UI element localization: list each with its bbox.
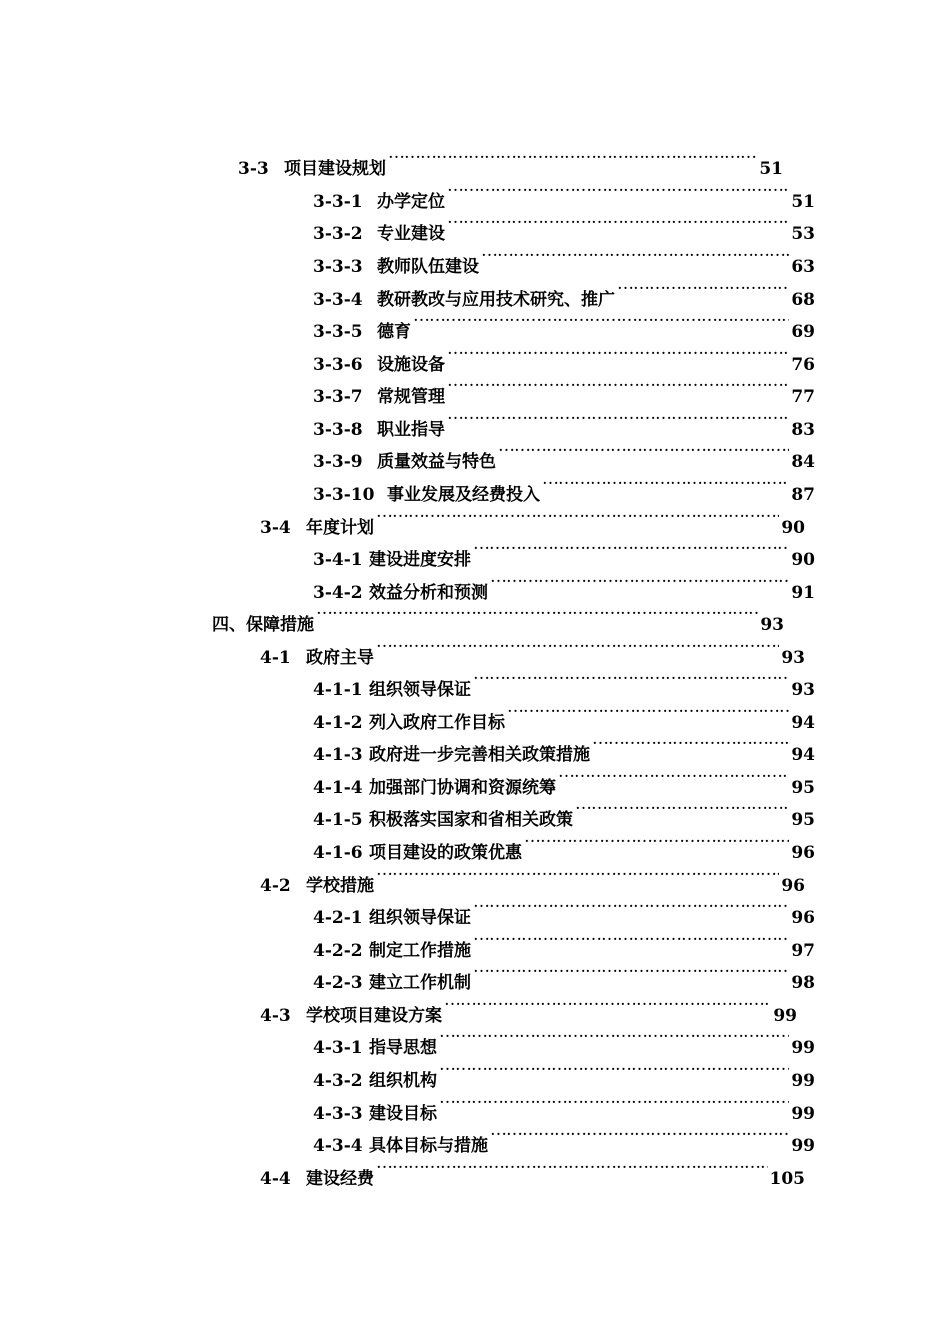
toc-entry-page: 96 xyxy=(791,843,815,863)
toc-entry-number: 4-3 xyxy=(260,1006,291,1026)
toc-entry-title: 组织领导保证 xyxy=(369,908,471,928)
toc-entry-number: 3-3-4 xyxy=(313,290,363,310)
toc-entry-title: 年度计划 xyxy=(306,518,374,538)
toc-leader-dots xyxy=(558,763,789,793)
toc-entry-number: 4-3-2 xyxy=(313,1071,363,1091)
toc-entry-title: 建立工作机制 xyxy=(369,973,471,993)
toc-entry-title: 加强部门协调和资源统筹 xyxy=(369,778,556,798)
toc-entry-title: 职业指导 xyxy=(377,420,445,440)
toc-entry[interactable] xyxy=(313,1023,815,1058)
toc-entry-number: 4-1-1 xyxy=(313,680,363,700)
toc-leader-dots xyxy=(447,209,789,239)
toc-entry-number: 4-3-4 xyxy=(313,1136,363,1156)
toc-entry[interactable] xyxy=(313,372,815,407)
toc-entry-title: 教研教改与应用技术研究、推广 xyxy=(377,290,615,310)
toc-entry-page: 99 xyxy=(791,1071,815,1091)
toc-leader-dots xyxy=(413,307,789,337)
toc-entry-number: 4-1-4 xyxy=(313,778,363,798)
toc-entry-page: 96 xyxy=(791,908,815,928)
toc-entry-page: 68 xyxy=(791,290,815,310)
toc-leader-dots xyxy=(447,405,789,435)
toc-entry-number: 4-1-2 xyxy=(313,713,363,733)
toc-entry-page: 95 xyxy=(791,810,815,830)
toc-entry-number: 4-1-5 xyxy=(313,810,363,830)
toc-entry[interactable] xyxy=(313,340,815,375)
toc-entry-title: 事业发展及经费投入 xyxy=(387,485,540,505)
toc-leader-dots xyxy=(498,437,789,467)
toc-entry-title: 组织领导保证 xyxy=(369,680,471,700)
toc-entry[interactable] xyxy=(313,730,815,765)
toc-entry[interactable] xyxy=(313,958,815,993)
toc-entry-number: 4-1-3 xyxy=(313,745,363,765)
toc-entry-page: 69 xyxy=(791,322,815,342)
toc-entry-number: 3-3-3 xyxy=(313,257,363,277)
toc-entry-page: 87 xyxy=(791,485,815,505)
toc-leader-dots xyxy=(473,958,789,988)
toc-entry[interactable] xyxy=(313,177,815,212)
toc-entry-number: 4-1-6 xyxy=(313,843,363,863)
toc-entry[interactable] xyxy=(313,926,815,961)
toc-entry-title: 积极落实国家和省相关政策 xyxy=(369,810,573,830)
toc-entry-page: 93 xyxy=(791,680,815,700)
toc-entry-page: 97 xyxy=(791,941,815,961)
toc-entry[interactable] xyxy=(313,470,815,505)
toc-entry-title: 专业建设 xyxy=(377,224,445,244)
toc-entry-page: 94 xyxy=(791,713,815,733)
toc-entry-page: 93 xyxy=(781,648,805,668)
toc-entry[interactable] xyxy=(238,144,783,179)
toc-entry[interactable] xyxy=(313,535,815,570)
toc-leader-dots xyxy=(490,1121,789,1151)
toc-entry-number: 4-3-1 xyxy=(313,1038,363,1058)
toc-entry[interactable] xyxy=(313,242,815,277)
toc-entry-number: 3-3-1 xyxy=(313,192,363,212)
toc-entry[interactable] xyxy=(260,1154,805,1189)
toc-entry-page: 93 xyxy=(760,615,784,635)
toc-entry[interactable] xyxy=(313,1121,815,1156)
toc-entry-page: 76 xyxy=(791,355,815,375)
toc-entry[interactable] xyxy=(313,893,815,928)
toc-leader-dots xyxy=(316,600,758,630)
toc-entry-number: 3-3-5 xyxy=(313,322,363,342)
toc-entry-title: 政府进一步完善相关政策措施 xyxy=(369,745,590,765)
toc-entry-number: 3-3-2 xyxy=(313,224,363,244)
toc-entry-title: 建设进度安排 xyxy=(369,550,471,570)
toc-leader-dots xyxy=(447,372,789,402)
toc-entry[interactable] xyxy=(260,503,805,538)
toc-leader-dots xyxy=(439,1089,789,1119)
toc-leader-dots xyxy=(444,991,771,1021)
toc-entry-number: 3-4-2 xyxy=(313,583,363,603)
toc-leader-dots xyxy=(473,665,789,695)
toc-leader-dots xyxy=(592,730,789,760)
toc-leader-dots xyxy=(473,926,789,956)
toc-leader-dots xyxy=(376,861,779,891)
toc-entry-number: 3-3-8 xyxy=(313,420,363,440)
toc-entry-number: 3-3-7 xyxy=(313,387,363,407)
toc-entry-number: 4-2 xyxy=(260,876,291,896)
toc-leader-dots xyxy=(490,568,789,598)
toc-entry[interactable] xyxy=(313,698,815,733)
toc-entry-page: 90 xyxy=(791,550,815,570)
toc-entry[interactable] xyxy=(313,307,815,342)
toc-entry-page: 63 xyxy=(791,257,815,277)
toc-entry-page: 83 xyxy=(791,420,815,440)
toc-entry-title: 效益分析和预测 xyxy=(369,583,488,603)
toc-leader-dots xyxy=(473,893,789,923)
toc-entry-page: 105 xyxy=(769,1169,805,1189)
toc-leader-dots xyxy=(481,242,789,272)
toc-entry-title: 质量效益与特色 xyxy=(377,452,496,472)
toc-entry-title: 学校措施 xyxy=(306,876,374,896)
toc-entry[interactable] xyxy=(313,405,815,440)
toc-entry-page: 98 xyxy=(791,973,815,993)
toc-entry-title: 项目建设规划 xyxy=(284,159,386,179)
toc-entry-page: 99 xyxy=(791,1136,815,1156)
toc-entry[interactable] xyxy=(260,861,805,896)
toc-entry-title: 办学定位 xyxy=(377,192,445,212)
toc-leader-dots xyxy=(524,828,789,858)
toc-entry-title: 政府主导 xyxy=(306,648,374,668)
toc-entry-title: 列入政府工作目标 xyxy=(369,713,505,733)
toc-entry-page: 99 xyxy=(791,1038,815,1058)
toc-leader-dots xyxy=(376,1154,768,1184)
toc-entry-number: 3-3-9 xyxy=(313,452,363,472)
toc-entry-page: 84 xyxy=(791,452,815,472)
toc-entry[interactable] xyxy=(260,991,797,1026)
toc-entry-number: 4-2-3 xyxy=(313,973,363,993)
toc-entry-number: 4-3-3 xyxy=(313,1104,363,1124)
toc-entry[interactable] xyxy=(212,600,784,635)
toc-entry-title: 教师队伍建设 xyxy=(377,257,479,277)
toc-entry-number: 3-4-1 xyxy=(313,550,363,570)
toc-entry-page: 96 xyxy=(781,876,805,896)
toc-entry-page: 77 xyxy=(791,387,815,407)
toc-entry[interactable] xyxy=(313,1089,815,1124)
toc-entry-title: 建设经费 xyxy=(306,1169,374,1189)
toc-entry-page: 94 xyxy=(791,745,815,765)
toc-entry[interactable] xyxy=(313,665,815,700)
toc-entry-page: 95 xyxy=(791,778,815,798)
toc-entry-page: 99 xyxy=(773,1006,797,1026)
toc-entry-title: 项目建设的政策优惠 xyxy=(369,843,522,863)
toc-entry[interactable] xyxy=(313,795,815,830)
toc-entry-title: 常规管理 xyxy=(377,387,445,407)
toc-entry[interactable] xyxy=(313,209,815,244)
toc-entry-title: 德育 xyxy=(377,322,411,342)
toc-entry-page: 91 xyxy=(791,583,815,603)
toc-entry-page: 51 xyxy=(759,159,783,179)
toc-entry-page: 51 xyxy=(791,192,815,212)
toc-leader-dots xyxy=(447,340,789,370)
toc-entry-page: 53 xyxy=(791,224,815,244)
toc-leader-dots xyxy=(507,698,789,728)
toc-leader-dots xyxy=(617,275,789,305)
toc-leader-dots xyxy=(439,1023,789,1053)
toc-entry[interactable] xyxy=(313,568,815,603)
toc-entry[interactable] xyxy=(313,763,815,798)
toc-entry-number: 3-3-6 xyxy=(313,355,363,375)
toc-leader-dots xyxy=(575,795,789,825)
toc-entry[interactable] xyxy=(313,437,815,472)
toc-entry-number: 4-1 xyxy=(260,648,291,668)
toc-entry-title: 设施设备 xyxy=(377,355,445,375)
toc-entry[interactable] xyxy=(313,1056,815,1091)
toc-leader-dots xyxy=(447,177,789,207)
toc-entry-number: 4-2-2 xyxy=(313,941,363,961)
toc-leader-dots xyxy=(473,535,789,565)
toc-leader-dots xyxy=(542,470,789,500)
toc-leader-dots xyxy=(439,1056,789,1086)
toc-leader-dots xyxy=(388,144,757,174)
toc-entry-number: 4-4 xyxy=(260,1169,291,1189)
toc-entry[interactable] xyxy=(313,828,815,863)
toc-entry-title: 制定工作措施 xyxy=(369,941,471,961)
toc-leader-dots xyxy=(376,503,779,533)
toc-entry[interactable] xyxy=(260,633,805,668)
toc-entry[interactable] xyxy=(313,275,815,310)
toc-entry-page: 99 xyxy=(791,1104,815,1124)
toc-entry-number: 4-2-1 xyxy=(313,908,363,928)
toc-entry-title: 组织机构 xyxy=(369,1071,437,1091)
toc-entry-title: 具体目标与措施 xyxy=(369,1136,488,1156)
toc-entry-title: 学校项目建设方案 xyxy=(306,1006,442,1026)
toc-entry-title: 建设目标 xyxy=(369,1104,437,1124)
toc-entry-number: 3-4 xyxy=(260,518,291,538)
toc-entry-number: 3-3 xyxy=(238,159,269,179)
toc-leader-dots xyxy=(376,633,779,663)
toc-entry-title: 四、保障措施 xyxy=(212,615,314,635)
toc-entry-title: 指导思想 xyxy=(369,1038,437,1058)
toc-entry-page: 90 xyxy=(781,518,805,538)
toc-entry-number: 3-3-10 xyxy=(313,485,375,505)
